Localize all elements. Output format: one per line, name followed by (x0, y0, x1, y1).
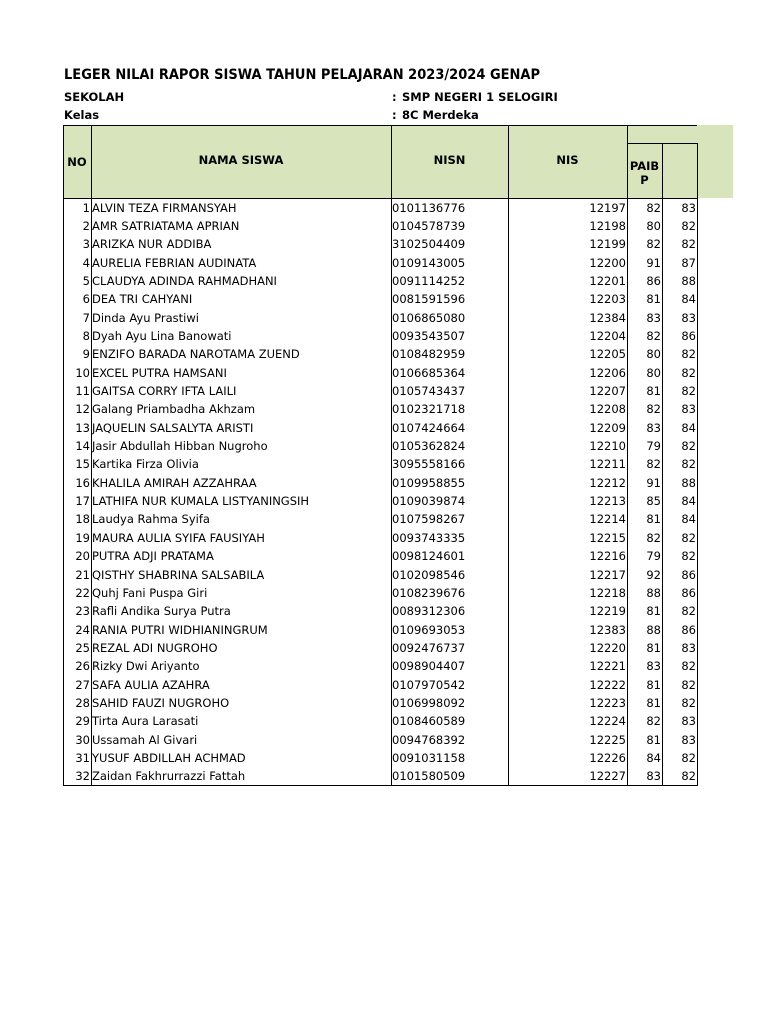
cell-nisn: 0106998092 (392, 695, 466, 710)
cell-nis: 12198 (589, 218, 626, 233)
cell-nama: AMR SATRIATAMA APRIAN (92, 218, 240, 233)
cell-subject-2: 82 (681, 347, 696, 362)
cell-nama: QISTHY SHABRINA SALSABILA (92, 567, 265, 582)
cell-no: 18 (75, 512, 90, 527)
cell-nama: Rafli Andika Surya Putra (92, 604, 231, 619)
cell-nis: 12207 (589, 384, 626, 398)
cell-subject-2: 82 (681, 218, 696, 233)
cell-paibp: 81 (646, 512, 661, 527)
cell-nama: Zaidan Fakhrurrazzi Fattah (92, 769, 246, 784)
cell-nis: 12213 (589, 494, 626, 509)
cell-subject-2: 83 (681, 310, 696, 325)
cell-nis: 12210 (589, 439, 626, 454)
cell-subject-2: 82 (681, 439, 696, 454)
cell-paibp: 88 (646, 585, 661, 600)
cell-paibp: 81 (646, 732, 661, 747)
cell-paibp: 86 (646, 273, 661, 288)
cell-no: 20 (75, 549, 90, 564)
cell-subject-2: 82 (681, 384, 696, 398)
cell-nisn: 0109958855 (392, 475, 466, 490)
cell-paibp: 83 (646, 310, 661, 325)
cell-no: 2 (82, 218, 90, 233)
cell-nisn: 0094768392 (392, 732, 466, 747)
cell-nis: 12223 (589, 695, 626, 710)
cell-no: 9 (82, 347, 90, 362)
cell-nama: SAHID FAUZI NUGROHO (92, 695, 230, 710)
cell-nama: AURELIA FEBRIAN AUDINATA (92, 255, 257, 270)
cell-nis: 12226 (589, 751, 626, 765)
cell-nama: SAFA AULIA AZAHRA (92, 677, 210, 692)
cell-nisn: 0091031158 (392, 751, 466, 765)
cell-no: 31 (75, 751, 90, 765)
cell-nama: DEA TRI CAHYANI (92, 292, 193, 307)
cell-subject-2: 84 (681, 494, 696, 509)
cell-nis: 12221 (589, 659, 626, 674)
cell-nis: 12224 (589, 714, 626, 729)
cell-nis: 12197 (589, 200, 626, 215)
cell-nis: 12200 (589, 255, 626, 270)
cell-no: 24 (75, 622, 90, 637)
cell-nisn: 0093543507 (392, 328, 466, 343)
cell-paibp: 81 (646, 384, 661, 398)
cell-subject-2: 83 (681, 640, 696, 655)
meta-label-kelas: Kelas (64, 108, 100, 122)
meta-value-kelas: 8C Merdeka (402, 108, 479, 122)
cell-no: 26 (75, 659, 90, 674)
cell-nama: Dyah Ayu Lina Banowati (92, 328, 232, 343)
cell-nis: 12201 (589, 273, 626, 288)
cell-no: 23 (75, 604, 90, 619)
cell-no: 22 (75, 585, 90, 600)
cell-paibp: 82 (646, 457, 661, 472)
cell-nisn: 0109693053 (392, 622, 466, 637)
cell-paibp: 82 (646, 714, 661, 729)
cell-paibp: 82 (646, 200, 661, 215)
header-top-line (627, 125, 697, 126)
cell-nisn: 0105362824 (392, 439, 466, 454)
cell-paibp: 80 (646, 218, 661, 233)
cell-nama: KHALILA AMIRAH AZZAHRAA (92, 475, 257, 490)
cell-subject-2: 84 (681, 292, 696, 307)
cell-nis: 12225 (589, 732, 626, 747)
cell-nisn: 0104578739 (392, 218, 466, 233)
cell-subject-2: 88 (681, 273, 696, 288)
cell-nisn: 0098904407 (392, 659, 466, 674)
header-nis (508, 125, 627, 198)
cell-subject-2: 82 (681, 677, 696, 692)
cell-no: 21 (75, 567, 90, 582)
cell-nis: 12205 (589, 347, 626, 362)
cell-no: 7 (82, 310, 90, 325)
cell-nama: ENZIFO BARADA NAROTAMA ZUEND (92, 347, 300, 362)
cell-nisn: 3102504409 (392, 237, 466, 252)
cell-nisn: 0091114252 (392, 273, 466, 288)
cell-paibp: 82 (646, 328, 661, 343)
cell-no: 19 (75, 530, 90, 545)
column-line-0 (63, 125, 64, 785)
cell-nis: 12227 (589, 769, 626, 784)
header-top-line-left (63, 125, 627, 126)
header-paibp (627, 143, 662, 198)
cell-nisn: 0102098546 (392, 567, 466, 582)
cell-no: 6 (82, 292, 90, 307)
header-no-label: NO (67, 154, 87, 169)
cell-nama: Galang Priambadha Akhzam (92, 402, 256, 417)
cell-nama: CLAUDYA ADINDA RAHMADHANI (92, 273, 277, 288)
cell-nama: REZAL ADI NUGROHO (92, 640, 218, 655)
cell-subject-2: 86 (681, 328, 696, 343)
cell-nisn: 0108482959 (392, 347, 466, 362)
cell-nis: 12383 (589, 622, 626, 637)
cell-subject-2: 84 (681, 420, 696, 435)
cell-nisn: 0092476737 (392, 640, 466, 655)
cell-no: 4 (82, 255, 90, 270)
cell-nis: 12216 (589, 549, 626, 564)
cell-subject-2: 82 (681, 751, 696, 765)
cell-nis: 12212 (589, 475, 626, 490)
cell-nis: 12209 (589, 420, 626, 435)
cell-nisn: 0106865080 (392, 310, 466, 325)
cell-subject-2: 86 (681, 585, 696, 600)
cell-nisn: 0093743335 (392, 530, 466, 545)
cell-paibp: 82 (646, 237, 661, 252)
cell-nama: ARIZKA NUR ADDIBA (92, 237, 212, 252)
cell-nama: Dinda Ayu Prastiwi (92, 310, 199, 325)
cell-subject-2: 83 (681, 200, 696, 215)
cell-nisn: 0081591596 (392, 292, 466, 307)
cell-nama: RANIA PUTRI WIDHIANINGRUM (92, 622, 268, 637)
cell-paibp: 82 (646, 402, 661, 417)
cell-paibp: 81 (646, 695, 661, 710)
cell-no: 15 (75, 457, 90, 472)
cell-subject-2: 86 (681, 567, 696, 582)
cell-subject-2: 87 (681, 255, 696, 270)
cell-nama: Quhj Fani Puspa Giri (92, 585, 208, 600)
meta-label-sekolah: SEKOLAH (64, 90, 125, 104)
cell-no: 30 (75, 732, 90, 747)
header-paibp-label: PAIB P (629, 158, 660, 187)
cell-nisn: 0109039874 (392, 494, 466, 509)
cell-no: 5 (82, 273, 90, 288)
cell-subject-2: 82 (681, 457, 696, 472)
cell-no: 25 (75, 640, 90, 655)
cell-nis: 12215 (589, 530, 626, 545)
cell-paibp: 83 (646, 420, 661, 435)
cell-nis: 12214 (589, 512, 626, 527)
table-bottom-line (63, 785, 698, 786)
cell-paibp: 81 (646, 677, 661, 692)
cell-subject-2: 88 (681, 475, 696, 490)
cell-nisn: 0102321718 (392, 402, 466, 417)
cell-nisn: 0108239676 (392, 585, 466, 600)
cell-nisn: 0101580509 (392, 769, 466, 784)
cell-paibp: 83 (646, 659, 661, 674)
cell-nisn: 0101136776 (392, 200, 466, 215)
cell-subject-2: 84 (681, 512, 696, 527)
meta-value-sekolah: SMP NEGERI 1 SELOGIRI (402, 90, 558, 104)
cell-subject-2: 86 (681, 622, 696, 637)
cell-subject-2: 83 (681, 732, 696, 747)
cell-nisn: 0109143005 (392, 255, 466, 270)
cell-nama: LATHIFA NUR KUMALA LISTYANINGSIH (92, 494, 310, 509)
header-nisn-label: NISN (433, 152, 466, 167)
cell-nis: 12199 (589, 237, 626, 252)
cell-no: 11 (75, 384, 90, 398)
cell-subject-2: 82 (681, 549, 696, 564)
column-line-3 (508, 125, 509, 785)
meta-sep-sekolah: : (392, 90, 397, 104)
meta-sep-kelas: : (392, 108, 397, 122)
cell-paibp: 81 (646, 640, 661, 655)
cell-paibp: 84 (646, 751, 661, 765)
cell-nis: 12218 (589, 585, 626, 600)
cell-no: 29 (75, 714, 90, 729)
cell-nama: Tirta Aura Larasati (92, 714, 199, 729)
cell-paibp: 92 (646, 567, 661, 582)
cell-subject-2: 82 (681, 695, 696, 710)
cell-subject-2: 82 (681, 659, 696, 674)
cell-nama: GAITSA CORRY IFTA LAILI (92, 384, 237, 398)
cell-nama: YUSUF ABDILLAH ACHMAD (92, 751, 246, 765)
cell-subject-2: 83 (681, 402, 696, 417)
cell-no: 3 (82, 237, 90, 252)
cell-nisn: 0105743437 (392, 384, 466, 398)
cell-nis: 12217 (589, 567, 626, 582)
cell-paibp: 79 (646, 549, 661, 564)
cell-nama: Ussamah Al Givari (92, 732, 198, 747)
cell-paibp: 91 (646, 475, 661, 490)
cell-nama: EXCEL PUTRA HAMSANI (92, 365, 227, 380)
cell-nis: 12204 (589, 328, 626, 343)
cell-subject-2: 82 (681, 365, 696, 380)
cell-paibp: 80 (646, 347, 661, 362)
cell-subject-2: 82 (681, 530, 696, 545)
cell-nama: Jasir Abdullah Hibban Nugroho (92, 439, 268, 454)
cell-subject-2: 82 (681, 237, 696, 252)
column-line-1 (91, 125, 92, 785)
cell-paibp: 85 (646, 494, 661, 509)
cell-nis: 12219 (589, 604, 626, 619)
column-line-6 (697, 143, 698, 785)
cell-no: 13 (75, 420, 90, 435)
header-bottom-line (63, 198, 697, 199)
cell-paibp: 88 (646, 622, 661, 637)
cell-nama: JAQUELIN SALSALYTA ARISTI (92, 420, 254, 435)
cell-nis: 12222 (589, 677, 626, 692)
cell-no: 16 (75, 475, 90, 490)
cell-nama: Kartika Firza Olivia (92, 457, 199, 472)
header-nis-label: NIS (556, 152, 579, 167)
cell-no: 14 (75, 439, 90, 454)
cell-nisn: 0107424664 (392, 420, 466, 435)
cell-nisn: 0107970542 (392, 677, 466, 692)
cell-nisn: 0108460589 (392, 714, 466, 729)
cell-nama: Laudya Rahma Syifa (92, 512, 210, 527)
cell-paibp: 91 (646, 255, 661, 270)
header-nama-siswa (91, 125, 391, 198)
cell-no: 27 (75, 677, 90, 692)
cell-nisn: 0089312306 (392, 604, 466, 619)
page-title: LEGER NILAI RAPOR SISWA TAHUN PELAJARAN 2023/2024 GENAP (64, 67, 541, 83)
cell-subject-2: 83 (681, 714, 696, 729)
cell-nisn: 0106685364 (392, 365, 466, 380)
cell-nisn: 3095558166 (392, 457, 466, 472)
cell-no: 17 (75, 494, 90, 509)
cell-no: 28 (75, 695, 90, 710)
cell-nis: 12384 (589, 310, 626, 325)
cell-paibp: 82 (646, 530, 661, 545)
column-line-2 (391, 125, 392, 785)
cell-nama: ALVIN TEZA FIRMANSYAH (92, 200, 237, 215)
cell-paibp: 80 (646, 365, 661, 380)
cell-nis: 12203 (589, 292, 626, 307)
cell-paibp: 81 (646, 604, 661, 619)
cell-nisn: 0098124601 (392, 549, 466, 564)
header-nisn (391, 125, 508, 198)
cell-nis: 12220 (589, 640, 626, 655)
header-no (63, 125, 91, 198)
cell-no: 10 (75, 365, 90, 380)
header-nama-label: NAMA SISWA (198, 152, 284, 167)
cell-nama: Rizky Dwi Ariyanto (92, 659, 200, 674)
cell-paibp: 81 (646, 292, 661, 307)
cell-paibp: 83 (646, 769, 661, 784)
column-line-4 (627, 125, 628, 785)
cell-subject-2: 82 (681, 604, 696, 619)
cell-nis: 12211 (589, 457, 626, 472)
cell-no: 32 (75, 769, 90, 784)
cell-no: 12 (75, 402, 90, 417)
cell-nisn: 0107598267 (392, 512, 466, 527)
cell-nis: 12206 (589, 365, 626, 380)
cell-paibp: 79 (646, 439, 661, 454)
cell-nis: 12208 (589, 402, 626, 417)
cell-no: 1 (82, 200, 90, 215)
cell-subject-2: 82 (681, 769, 696, 784)
cell-nama: MAURA AULIA SYIFA FAUSIYAH (92, 530, 265, 545)
cell-nama: PUTRA ADJI PRATAMA (92, 549, 214, 564)
column-line-5 (662, 143, 663, 785)
cell-no: 8 (82, 328, 90, 343)
